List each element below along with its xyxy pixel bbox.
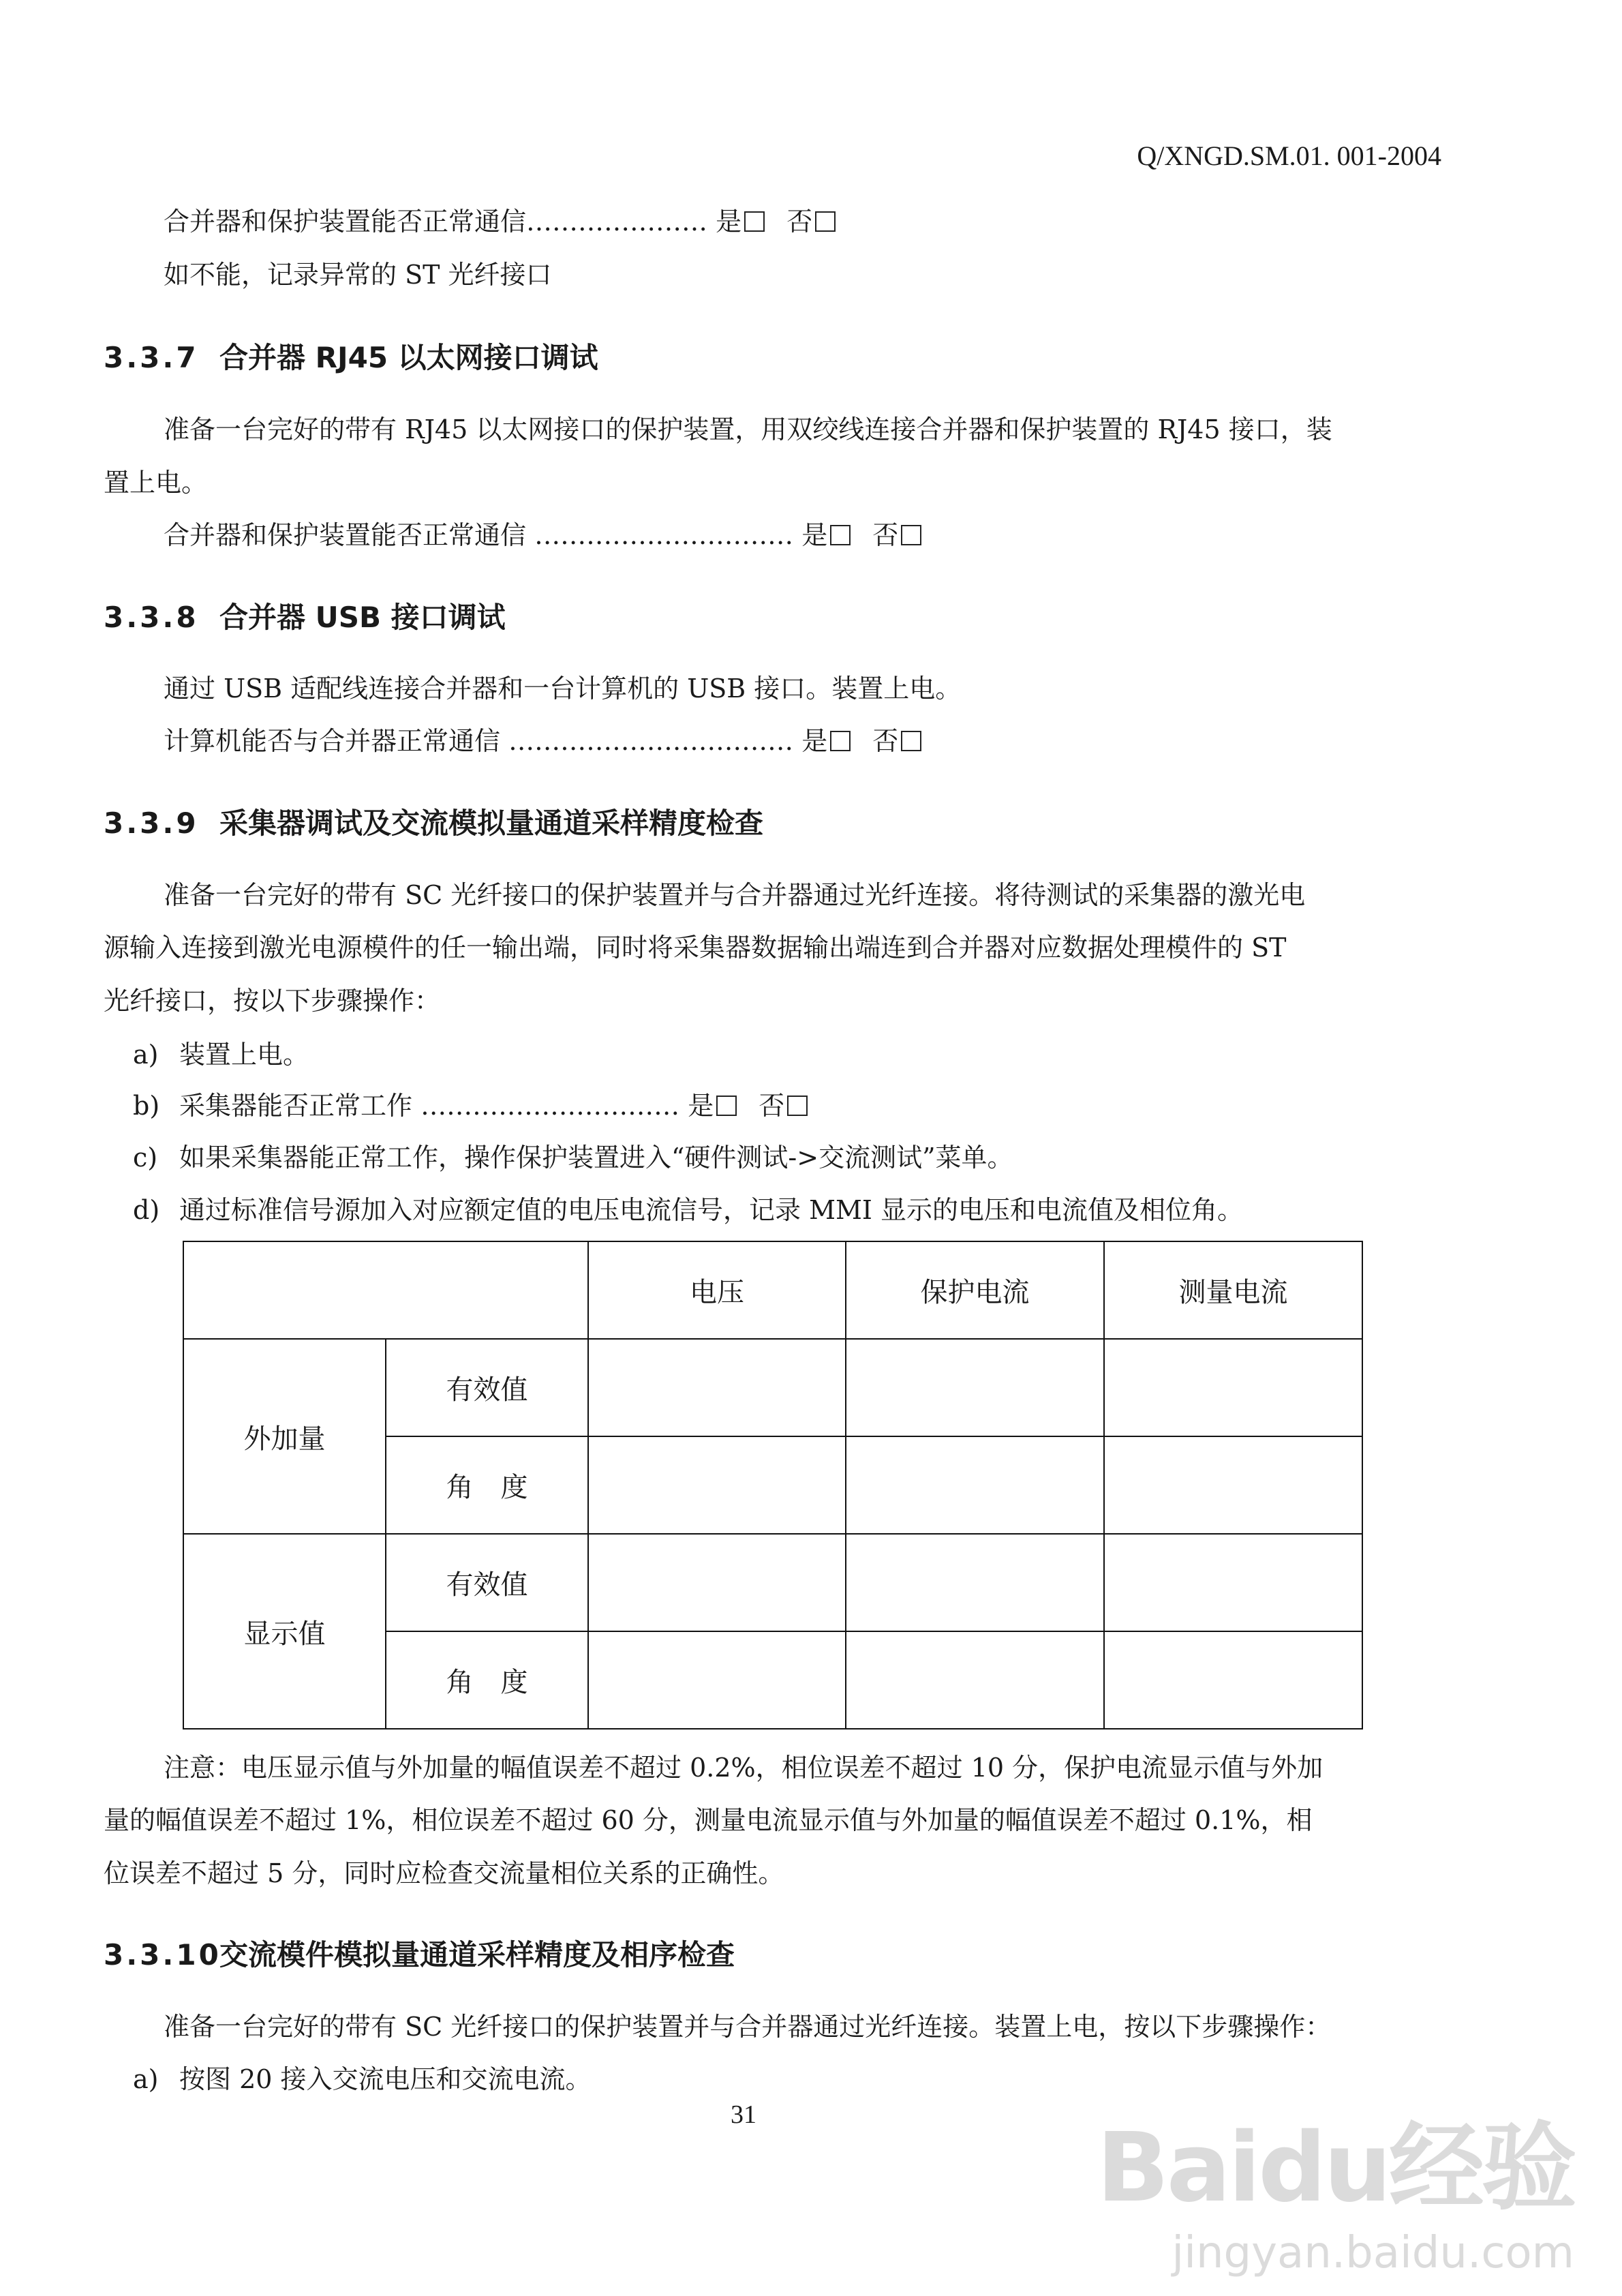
list-marker: b) <box>133 1091 160 1121</box>
paragraph-339-line2: 源输入连接到激光电源模件的任一输出端，同时将采集器数据输出端连到合并器对应数据处理模件的 ST <box>104 933 1287 963</box>
intro-check-line <box>164 205 836 239</box>
table-cell[interactable] <box>846 1436 1104 1534</box>
table-cell[interactable] <box>588 1534 846 1631</box>
note-line3: 位误差不超过 5 分，同时应检查交流量相位关系的正确性。 <box>104 1858 784 1888</box>
list-marker: a) <box>133 2064 159 2094</box>
list-text: 采集器能否正常工作 ………………………… <box>179 1091 680 1121</box>
table-row <box>183 1534 1362 1631</box>
section-number: 3.3.8 <box>104 601 199 634</box>
checkbox-icon[interactable] <box>830 525 851 545</box>
list-marker: a) <box>133 1040 159 1070</box>
paragraph-339-line3: 光纤接口，按以下步骤操作： <box>104 986 441 1016</box>
section-heading-338 <box>104 595 506 636</box>
table-cell[interactable] <box>1104 1534 1362 1631</box>
list-item-b <box>133 1089 808 1123</box>
table-cell[interactable] <box>588 1436 846 1534</box>
note-line2: 量的幅值误差不超过 1%，相位误差不超过 60 分，测量电流显示值与外加量的幅值误差不超过 0.1%，相 <box>104 1805 1313 1835</box>
document-code: Q/XNGD.SM.01. 001-2004 <box>1137 140 1441 171</box>
column-header: 保护电流 <box>846 1241 1104 1339</box>
check-line-338 <box>164 724 921 758</box>
checkbox-icon[interactable] <box>787 1096 808 1116</box>
table-corner-cell <box>183 1241 588 1339</box>
row-label: 有效值 <box>386 1339 588 1436</box>
paragraph-339-line1: 准备一台完好的带有 SC 光纤接口的保护装置并与合并器通过光纤连接。将待测试的采集器的激光电 <box>164 880 1306 910</box>
paragraph-3310: 准备一台完好的带有 SC 光纤接口的保护装置并与合并器通过光纤连接。装置上电，按以下步骤操作： <box>164 2012 1332 2042</box>
section-title: 采集器调试及交流模拟量通道采样精度检查 <box>219 806 764 840</box>
list-text: 通过标准信号源加入对应额定值的电压电流信号，记录 MMI 显示的电压和电流值及相位角。 <box>179 1195 1243 1225</box>
table-cell[interactable] <box>846 1339 1104 1436</box>
table-cell[interactable] <box>1104 1436 1362 1534</box>
paragraph-337-line1: 准备一台完好的带有 RJ45 以太网接口的保护装置，用双绞线连接合并器和保护装置的 RJ45 接口，装 <box>164 414 1332 444</box>
row-label: 角 度 <box>386 1436 588 1534</box>
yes-label: 是 <box>801 520 828 550</box>
section-heading-3310 <box>104 1933 735 1974</box>
table-header-row <box>183 1241 1362 1339</box>
yes-label: 是 <box>716 207 742 237</box>
no-label: 否 <box>759 1091 785 1121</box>
section-number: 3.3.9 <box>104 806 199 840</box>
list-text: 按图 20 接入交流电压和交流电流。 <box>179 2064 592 2094</box>
section-heading-339 <box>104 801 763 842</box>
note-line1: 注意：电压显示值与外加量的幅值误差不超过 0.2%，相位误差不超过 10 分，保护电流显示值与外加 <box>164 1753 1323 1783</box>
table-cell[interactable] <box>588 1631 846 1729</box>
list-text: 如果采集器能正常工作，操作保护装置进入“硬件测试->交流测试”菜单。 <box>179 1143 1013 1173</box>
yes-label: 是 <box>801 726 828 756</box>
watermark <box>1077 2078 1595 2296</box>
list-item-a <box>133 1038 309 1072</box>
check-text: 合并器和保护装置能否正常通信 ………………………… <box>164 520 794 550</box>
group-label: 显示值 <box>183 1534 386 1729</box>
list-item-d <box>133 1193 1243 1227</box>
list-item-a-3310 <box>133 2062 592 2096</box>
no-label: 否 <box>786 207 813 237</box>
table-cell[interactable] <box>1104 1631 1362 1729</box>
section-number: 3.3.7 <box>104 341 199 374</box>
measurement-table <box>183 1241 1363 1729</box>
yes-label: 是 <box>688 1091 714 1121</box>
section-heading-337 <box>104 335 598 376</box>
list-marker: c) <box>133 1143 158 1173</box>
table-cell[interactable] <box>846 1534 1104 1631</box>
checkbox-icon[interactable] <box>830 731 851 751</box>
checkbox-icon[interactable] <box>815 211 836 232</box>
list-item-c <box>133 1141 1013 1175</box>
table-cell[interactable] <box>588 1339 846 1436</box>
no-label: 否 <box>872 726 899 756</box>
list-marker: d) <box>133 1195 160 1225</box>
column-header: 测量电流 <box>1104 1241 1362 1339</box>
paragraph-338: 通过 USB 适配线连接合并器和一台计算机的 USB 接口。装置上电。 <box>164 674 962 704</box>
watermark-logo: Baidu经验 <box>1096 2113 1574 2224</box>
paragraph-337-line2: 置上电。 <box>104 468 208 498</box>
table-cell[interactable] <box>1104 1339 1362 1436</box>
table-cell[interactable] <box>846 1631 1104 1729</box>
no-label: 否 <box>872 520 899 550</box>
page-number: 31 <box>731 2100 756 2129</box>
checkbox-icon[interactable] <box>716 1096 737 1116</box>
intro-check-text: 合并器和保护装置能否正常通信………………… <box>164 207 708 237</box>
table-row <box>183 1339 1362 1436</box>
section-title: 合并器 USB 接口调试 <box>219 601 506 634</box>
checkbox-icon[interactable] <box>901 525 921 545</box>
column-header: 电压 <box>588 1241 846 1339</box>
section-number: 3.3.10 <box>104 1938 221 1972</box>
list-text: 装置上电。 <box>179 1040 309 1070</box>
section-title: 交流模件模拟量通道采样精度及相序检查 <box>219 1938 735 1972</box>
checkbox-icon[interactable] <box>901 731 921 751</box>
check-text: 计算机能否与合并器正常通信 …………………………… <box>164 726 794 756</box>
group-label: 外加量 <box>183 1339 386 1534</box>
section-title: 合并器 RJ45 以太网接口调试 <box>219 341 598 374</box>
check-line-337 <box>164 518 921 552</box>
intro-note: 如不能，记录异常的 ST 光纤接口 <box>164 260 552 290</box>
watermark-url: jingyan.baidu.com <box>1172 2228 1574 2278</box>
row-label: 角 度 <box>386 1631 588 1729</box>
checkbox-icon[interactable] <box>744 211 765 232</box>
row-label: 有效值 <box>386 1534 588 1631</box>
